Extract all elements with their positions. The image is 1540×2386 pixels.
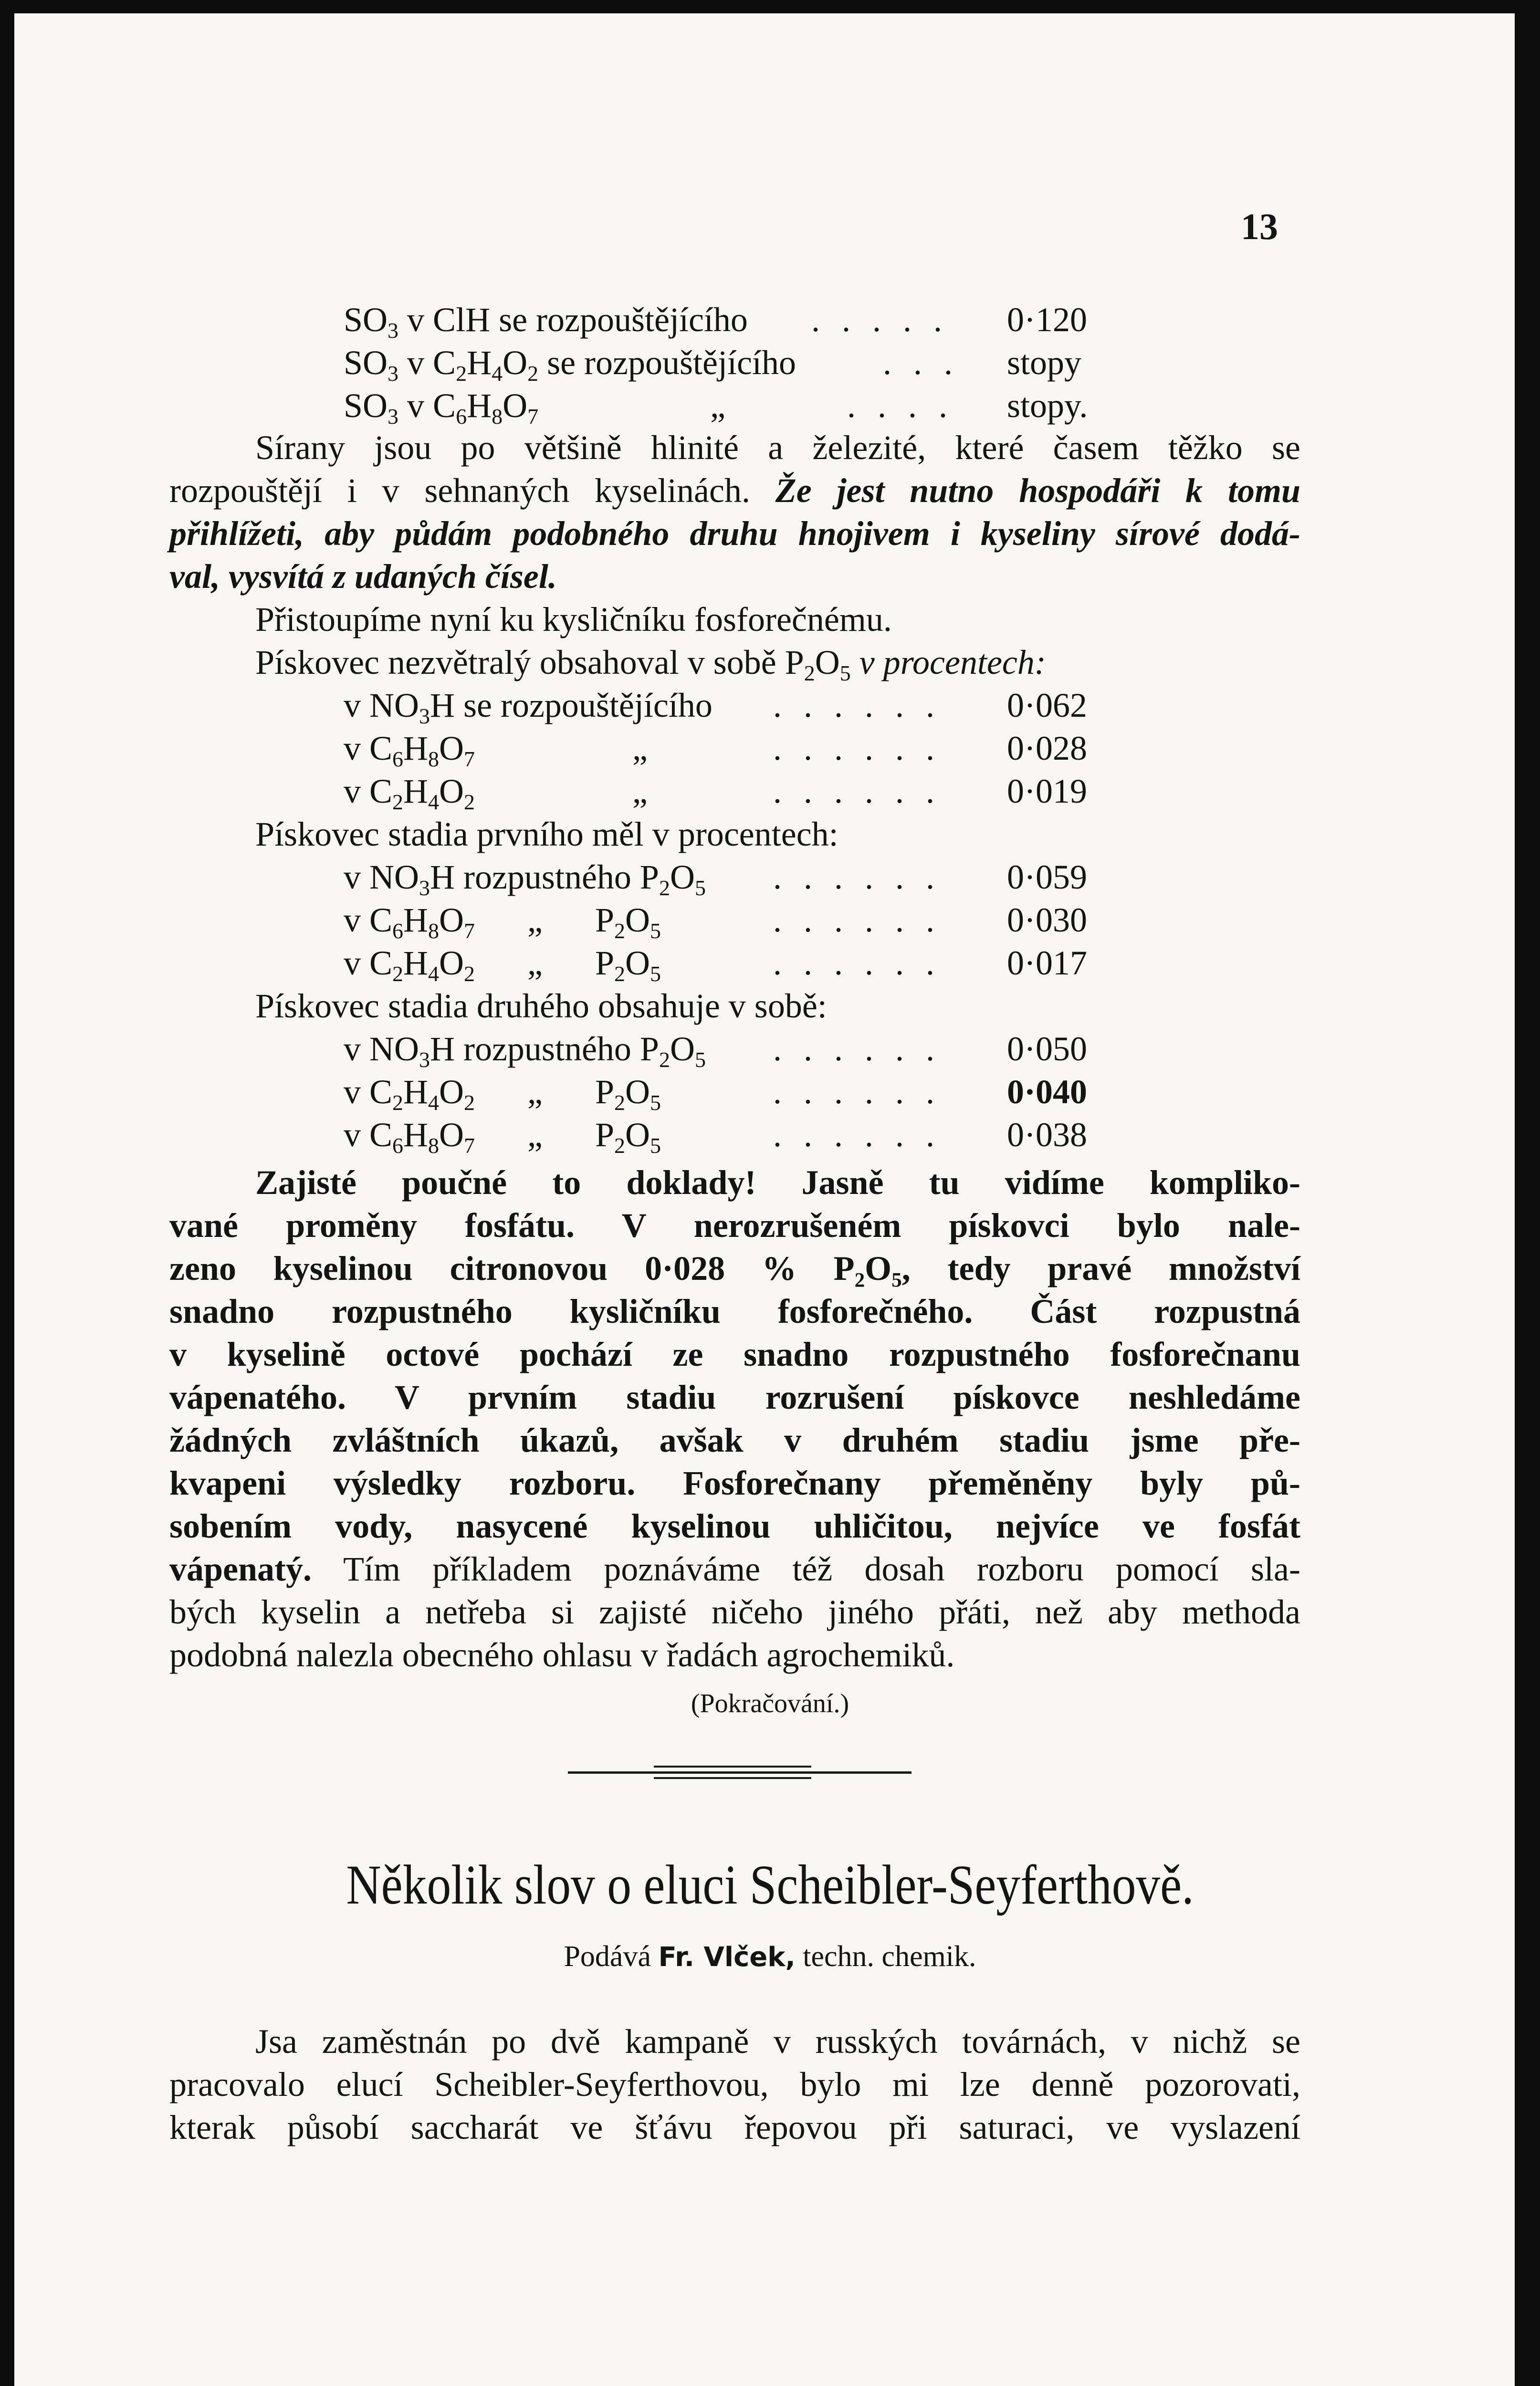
byline xyxy=(0,1937,1540,1977)
page-number: 13 xyxy=(1241,206,1278,247)
continued-note: (Pokračování.) xyxy=(691,1689,849,1718)
text-line: vápenatého. V prvním stadiu rozrušení pískovce neshledáme xyxy=(169,1378,1300,1416)
text-line: vané proměny fosfátu. V nerozrušeném pískovci bylo nale- xyxy=(169,1206,1300,1245)
so3-row-value: stopy. xyxy=(1007,387,1088,425)
text-line: kterak působí saccharát ve šťávu řepovou při saturaci, ve vyslazení xyxy=(169,2108,1300,2146)
so3-row-label: $SO_3$ v $C_2H_4O_2$ se rozpouštějícího xyxy=(344,344,796,386)
so3-row-label: $SO_3$ v $C_6H_8O_7$ „ xyxy=(344,387,726,429)
group-row-label: v $C_6H_8O_7$ „ xyxy=(344,729,648,771)
group-row-value: 0·030 xyxy=(1007,901,1087,939)
text-line: snadno rozpustného kysličníku fosforečného. Část rozpustná xyxy=(169,1292,1300,1330)
group-row-value: 0·050 xyxy=(1007,1030,1087,1068)
text-line xyxy=(169,1548,1300,1591)
text-line: kvapeni výsledky rozboru. Fosforečnany přeměněny byly pů- xyxy=(169,1464,1300,1502)
group-row-label: v $C_2H_4O_2$ „ xyxy=(344,772,648,814)
text-line: zeno kyselinou citronovou 0·028 % P₂O₅, tedy pravé množství xyxy=(169,1249,1300,1287)
group-title: Pískovec stadia druhého obsahuje v sobě: xyxy=(255,987,827,1025)
group-row-value: 0·040 xyxy=(1007,1073,1088,1111)
text-segment: O xyxy=(815,643,840,681)
group-row-dots: . . . . . . xyxy=(773,729,941,767)
group-row-value: 0·017 xyxy=(1007,944,1087,982)
article-title: Několik slov o eluci Scheibler-Seyferthově. xyxy=(346,1853,1194,1916)
text-line: pracovalo elucí Scheibler-Seyferthovou, bylo mi lze denně pozorovati, xyxy=(169,2065,1300,2103)
italic-segment: v procentech: xyxy=(859,643,1046,681)
text-line: Přistoupíme nyní ku kysličníku fosforečnému. xyxy=(255,600,892,638)
group-row-value: 0·059 xyxy=(1007,858,1087,896)
group-row-value: 0·028 xyxy=(1007,729,1087,767)
ditto-mark: „ xyxy=(527,1073,543,1111)
text-line: žádných zvláštních úkazů, avšak v druhém stadiu jsme pře- xyxy=(169,1421,1300,1459)
text-line: bých kyselin a netřeba si zajisté ničeho jiného přáti, než aby methoda xyxy=(169,1593,1300,1631)
so3-row-dots: . . . xyxy=(883,344,959,382)
text-line: val, vysvítá z udaných čísel. xyxy=(169,557,557,596)
group-row-label: v $NO_3H$ rozpustného $P_2O_5$ xyxy=(344,1030,706,1072)
so3-row-value: 0·120 xyxy=(1007,301,1087,339)
group-row-value: 0·019 xyxy=(1007,772,1087,810)
text-line: sobením vody, nasycené kyselinou uhličitou, nejvíce ve fosfát xyxy=(169,1507,1300,1545)
text-segment: Pískovec nezvětralý obsahoval v sobě P xyxy=(255,643,804,681)
group-row-dots: . . . . . . xyxy=(773,901,941,939)
byline-prefix: Podává xyxy=(564,1940,651,1973)
text-line xyxy=(169,641,1300,684)
group-title: Pískovec stadia prvního měl v procentech: xyxy=(255,815,838,853)
text-line: Zajisté poučné to doklady! Jasně tu vidíme kompliko- xyxy=(255,1163,1300,1202)
text-line: v kyselině octové pochází ze snadno rozpustného fosforečnanu xyxy=(169,1335,1300,1373)
ditto-mark: „ xyxy=(527,901,543,939)
group-row-label: v $NO_3H$ rozpustného $P_2O_5$ xyxy=(344,858,706,900)
so3-row-dots: . . . . . xyxy=(811,301,949,339)
ditto-mark: „ xyxy=(527,1116,543,1154)
byline-suffix: techn. chemik. xyxy=(803,1940,976,1973)
so3-row-label: $SO_3$ v ClH se rozpouštějícího xyxy=(344,301,748,343)
ditto-mark: „ xyxy=(632,729,648,767)
group-row-label: v $C_6H_8O_7$ „ $P_2O_5$ xyxy=(344,1116,661,1158)
group-row-dots: . . . . . . xyxy=(773,944,941,982)
byline-author: Fr. Vlček, xyxy=(658,1942,796,1973)
group-row-value: 0·038 xyxy=(1007,1116,1087,1154)
text-segment: rozpouštějí i v sehnaných kyselinách. xyxy=(169,471,750,510)
text-line xyxy=(169,469,1300,512)
group-row-dots: . . . . . . xyxy=(773,772,941,810)
separator-rule xyxy=(568,1771,911,1774)
text-segment: vápenatý. xyxy=(169,1550,312,1588)
ditto-mark: „ xyxy=(632,772,648,810)
separator-rule xyxy=(654,1777,811,1779)
group-row-dots: . . . . . . xyxy=(773,686,941,724)
italic-segment: Že jest nutno hospodáři k tomu xyxy=(775,471,1300,510)
group-row-label: v $C_2H_4O_2$ „ $P_2O_5$ xyxy=(344,944,661,986)
subscript: 5 xyxy=(839,661,851,685)
so3-row-value: stopy xyxy=(1007,344,1082,382)
group-row-dots: . . . . . . xyxy=(773,858,941,896)
separator-rule xyxy=(654,1766,811,1768)
group-row-label: v $NO_3H$ se rozpouštějícího xyxy=(344,686,712,728)
text-line: podobná nalezla obecného ohlasu v řadách agrochemiků. xyxy=(169,1636,955,1674)
group-row-dots: . . . . . . xyxy=(773,1030,941,1068)
group-row-dots: . . . . . . xyxy=(773,1116,941,1154)
group-row-dots: . . . . . . xyxy=(773,1073,941,1111)
ditto-mark: „ xyxy=(527,944,543,982)
subscript: 2 xyxy=(804,661,815,685)
text-segment: Tím příkladem poznáváme též dosah rozboru pomocí sla- xyxy=(312,1550,1300,1588)
group-row-value: 0·062 xyxy=(1007,686,1087,724)
group-row-label: v $C_2H_4O_2$ „ $P_2O_5$ xyxy=(344,1073,661,1115)
text-line: Sírany jsou po většině hlinité a železité, které časem těžko se xyxy=(255,429,1300,467)
so3-row-dots: . . . . xyxy=(847,387,954,425)
group-row-label: v $C_6H_8O_7$ „ $P_2O_5$ xyxy=(344,901,661,943)
text-line: přihlížeti, aby půdám podobného druhu hnojivem i kyseliny sírové dodá- xyxy=(169,514,1300,553)
text-line: Jsa zaměstnán po dvě kampaně v rusských továrnách, v nichž se xyxy=(255,2022,1300,2061)
